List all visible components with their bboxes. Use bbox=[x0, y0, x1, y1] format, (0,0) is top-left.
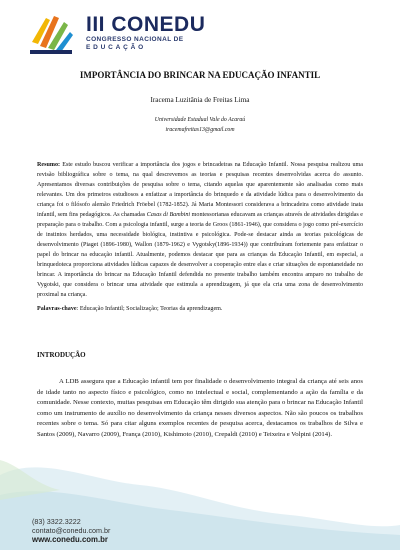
abstract-text-part2: montessorianas educavam as crianças através de atividades dirigidas e preparação para o trabalho. Com a psicologia infantil, surge a teoria de Groos (1861-1946), que considera o jogo como pré-exercício de instintos herdados, uma necessidade biológica, instintiva e psicológica. Pode-se destacar ainda as teorias psicológicas de desenvolvimento (Piaget (1896-1980), Wallon (1879-1962) e Vygotsky(1896-1934)) que contribuíram fortemente para enfatizar o papel do brincar na educação infantil. Atualmente, podemos destacar que para as crianças da Educação Infantil, em especial, a brinquedoteca proporciona atividades lúdicas capazes de desenvolver a cooperação entre elas e criar situações de espontaneidade no brincar. A importância do brincar na Educação Infantil defendida no presente trabalho também encontra amparo no trabalho de Vygotski, que considera o brincar uma atividade que estimula a aprendizagem, já que ela cria uma zona de desenvolvimento proximal na criança. bbox=[37, 212, 363, 298]
conedu-wordmark bbox=[86, 14, 205, 52]
logo-roman-numeral: III bbox=[86, 13, 106, 36]
abstract-label: Resumo: bbox=[37, 162, 61, 168]
section-heading-introduction: INTRODUÇÃO bbox=[37, 351, 86, 359]
logo-title bbox=[86, 14, 205, 36]
conedu-logo-icon bbox=[28, 12, 74, 56]
logo-name: CONEDU bbox=[111, 13, 206, 36]
keywords bbox=[37, 304, 363, 314]
footer-email: contato@conedu.com.br bbox=[32, 526, 111, 535]
keywords-label: Palavras-chave bbox=[37, 306, 77, 312]
author-email: iracemafreitas13@gmail.com bbox=[165, 127, 235, 133]
abstract-italic-term: Casas di Bambini bbox=[146, 212, 191, 218]
abstract-text-part1: Este estudo buscou verificar a importância dos jogos e brincadeiras na Educação Infantil. Nossa pesquisa realizou uma revisão bibliográfica sobre o tema, na qual descrevemos as teorias e pesquisas recentes desenvolvidas acerca do assunto. Apresentamos diversas contribuições de pesquisa sobre o tema, citando aquelas que aparentemente são analisadas como mais relevantes. Um dos primeiros estudiosos a enfatizar a importância do brinquedo e da atividade lúdica para o desenvolvimento da criança foi o filósofo alemão Friedrich Fröebel (1782-1852). Já Maria Montessori considerava a brincadeira como atividade inata infantil, sem fins pedagógicos. As chamadas bbox=[37, 162, 363, 218]
footer-contacts bbox=[32, 517, 110, 544]
paper-title: IMPORTÂNCIA DO BRINCAR NA EDUCAÇÃO INFANTIL bbox=[79, 70, 321, 80]
logo-subtitle-line2: EDUCAÇÃO bbox=[86, 44, 146, 51]
keywords-text: : Educação Infantil; Socialização; Teorias da aprendizagem. bbox=[76, 306, 223, 312]
logo-subtitle-line1: CONGRESSO NACIONAL DE bbox=[86, 36, 184, 43]
page-header bbox=[0, 0, 400, 70]
footer-website-link[interactable]: www.conedu.com.br bbox=[32, 535, 108, 544]
introduction-paragraph: A LDB assegura que a Educação infantil tem por finalidade o desenvolvimento integral da criança até seis anos de idade tanto no aspecto físico e psicológico, como no intelectual e social, complementando a ação da família e da comunidade. Nesse contexto, muitas pesquisas em Educação têm dirigido sua atenção para o brincar na Educação Infantil como um instrumento de auxílio no desenvolvimento da criança nesses diversos aspectos. Não são poucos os trabalhos recentes sobre o tema. Só para citar alguns exemplos recentes de pesquisa acerca, destacamos os trabalhos de Silva e Santos (2009), Navarro (2009), França (2010), Kishimoto (2010), Crepaldi (2010) e Teixeira e Volpini (2014). bbox=[37, 378, 363, 438]
footer-phone: (83) 3322.3222 bbox=[32, 517, 81, 526]
paper-author: Iracema Luzitânia de Freitas Lima bbox=[150, 96, 250, 104]
abstract bbox=[37, 160, 363, 300]
author-affiliation: Universidade Estadual Vale do Acaraú bbox=[154, 117, 246, 123]
